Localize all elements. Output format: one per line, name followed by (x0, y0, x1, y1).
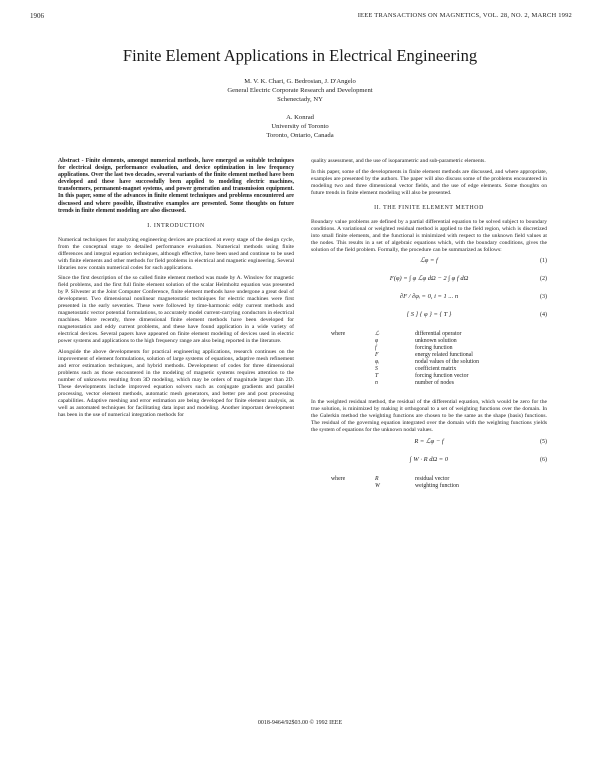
equation-1 (311, 257, 547, 271)
symbol: φ (375, 338, 379, 345)
equation-number: (2) (540, 276, 547, 283)
equation-body: ∫ W · R dΩ = 0 (409, 456, 449, 464)
equation-body: R = ℒφ − f (414, 438, 444, 446)
paragraph: Numerical techniques for analyzing engineering devices are practiced at every stage of the design cycle, from the conceptual stage to detailed performance evaluation. Numerical methods using finite differences and integral equation techniques, although effective, have been used and continue to be used with finite elements and other methods for field problems in electrical and magnetic engineering. Several libraries now contain numerical codes for such applications. (58, 236, 294, 271)
symbol: W (375, 483, 380, 490)
right-column (311, 158, 547, 498)
symbol: R (375, 476, 379, 483)
symbol-description: unknown solution (415, 338, 457, 345)
equation-2 (311, 275, 547, 289)
equation-body: F(φ) = ∫ φ ℒφ dΩ − 2 ∫ φ f dΩ (389, 275, 469, 283)
symbol-description: coefficient matrix (415, 366, 457, 373)
journal-header: IEEE TRANSACTIONS ON MAGNETICS, VOL. 28, NO. 2, MARCH 1992 (357, 12, 572, 19)
symbol-description: number of nodes (415, 380, 454, 387)
paragraph: Alongside the above developments for practical engineering applications, research continues on the improvement of element formulations, solution of large systems of equations, adaptive mesh refinement and error estimation techniques, and hybrid methods. Development of codes for three dimensional problems such as those encountered in the modeling of magnetic systems requires attention to the number of unknowns resulting from 3D modeling, which may be orders of magnitude larger than 2D. These developments include improved equation solvers such as conjugate gradients and parallel processing, vector element methods, automatic mesh generators, and better pre and post processing capabilities. Adaptive meshing and error estimation are being developed for finite element analysis, as well as automated techniques for facilitating data input and modeling. Another important development has been in the use of numerical integration methods for (58, 349, 294, 418)
author-affiliation-2: University of Toronto (271, 123, 329, 130)
copyright-footer: 0018-9464/92$03.00 © 1992 IEEE (257, 720, 343, 726)
author-name-2: A. Konrad (286, 114, 314, 121)
symbol: ℒ (375, 331, 380, 338)
abstract: Abstract - Finite elements, amongst numerical methods, have emerged as suitable techniques for electrical design, performance evaluation, and device optimization in low frequency applications. Over the last two decades, several variants of the finite element method have been developed and these have successfully been applied to modeling electric machines, transformers, permanent-magnet systems, and power generation and transmission equipment. In this paper, some of the advances in finite element techniques and problems encountered are discussed and where possible, illustrative examples are presented. Some thoughts on future trends in finite element modeling are also discussed. (58, 158, 294, 214)
paragraph: quality assessment, and the use of isoparametric and sub-parametric elements. (311, 158, 486, 164)
symbol: φᵢ (375, 359, 380, 366)
equation-body: ℒφ = f (420, 257, 438, 265)
equation-body: ∂F / ∂φᵢ = 0, i = 1 ... n (399, 293, 459, 301)
symbol: f (375, 345, 377, 352)
symbol: F (375, 352, 379, 359)
where-label: where (331, 331, 346, 338)
symbol: T (375, 373, 379, 380)
author-location: Schenectady, NY (277, 96, 323, 103)
equation-number: (1) (540, 258, 547, 265)
section-heading-method: II. THE FINITE ELEMENT METHOD (374, 204, 484, 211)
page-number: 1906 (30, 12, 44, 20)
paragraph: Since the first description of the so called finite element method was made by A. Winslow for magnetic field problems, and the first full finite element solution of the scalar Helmholtz equation was presented by P. Silvester at the Joint Computer Conference, finite element methods have undergone a great deal of development. Two dimensional nonlinear magnetostatic techniques for electric machines were first presented in the early seventies. These were followed by time-harmonic eddy current methods and magnetostatic vector potential formulations, to accurately model current-carrying conductors in electrical machines. More recently, three dimensional finite element methods have been developed for magnetostatics and eddy current problems, and these have found application in a wide variety of electrical devices. Several papers have appeared on finite element modeling of devices used in electric power systems and applications to the high frequency range are also being reported in the literature. (58, 275, 294, 345)
paragraph: In the weighted residual method, the residual of the differential equation, which would be zero for the true solution, is minimized by making it orthogonal to a set of weighting functions over the domain. In the Galerkin method the weighting functions are chosen to be the same as the shape (basis) functions. The residual of the governing equation integrated over the domain with the weighting functions yields the system of equations for the unknown nodal values. (311, 399, 547, 434)
symbol: S (375, 366, 378, 373)
equation-body: [ S ] { φ } = { T } (406, 311, 452, 319)
author-location-2: Toronto, Ontario, Canada (266, 132, 334, 139)
where-block-2 (311, 474, 547, 490)
where-label: where (331, 476, 346, 483)
equation-number: (3) (540, 294, 547, 301)
equation-5 (311, 438, 547, 452)
equation-4 (311, 311, 547, 325)
symbol-description: differential operator (415, 331, 462, 338)
paragraph: Boundary value problems are defined by a partial differential equation to be solved subject to boundary conditions. A variational or weighted residual method is applied to the field region, which is discretized into small finite elements, and the functional is minimized with respect to the unknown field values at the nodes. This results in a set of algebraic equations which, with the boundary conditions, gives the solution of the field problem. Formally, the procedure can be summarized as follows: (311, 218, 547, 253)
equation-6 (311, 456, 547, 470)
equation-3 (311, 293, 547, 307)
symbol-description: residual vector (415, 476, 450, 483)
equation-number: (5) (540, 439, 547, 446)
symbol-description: forcing function (415, 345, 453, 352)
symbol-description: forcing function vector (415, 373, 469, 380)
equation-number: (4) (540, 312, 547, 319)
symbol-description: energy related functional (415, 352, 473, 359)
symbol: n (375, 380, 378, 387)
paper-title: Finite Element Applications in Electrical Engineering (122, 46, 478, 65)
left-column (58, 158, 294, 423)
section-heading-introduction: I. INTRODUCTION (147, 222, 205, 229)
symbol-description: nodal values of the solution (415, 359, 480, 366)
symbol-description: weighting function (415, 483, 459, 490)
where-block (311, 329, 547, 391)
author-names: M. V. K. Chari, G. Bedrosian, J. D'Angelo (244, 78, 356, 85)
author-affiliation: General Electric Corporate Research and Development (227, 87, 373, 94)
paragraph: In this paper, some of the developments in finite element methods are discussed, and where appropriate, examples are presented by the authors. The paper will also discuss some of the problems encountered in modeling two and three dimensional vector fields, and the use of edge elements. Some thoughts on future trends in finite element modeling will also be presented. (311, 168, 547, 196)
equation-number: (6) (540, 457, 547, 464)
